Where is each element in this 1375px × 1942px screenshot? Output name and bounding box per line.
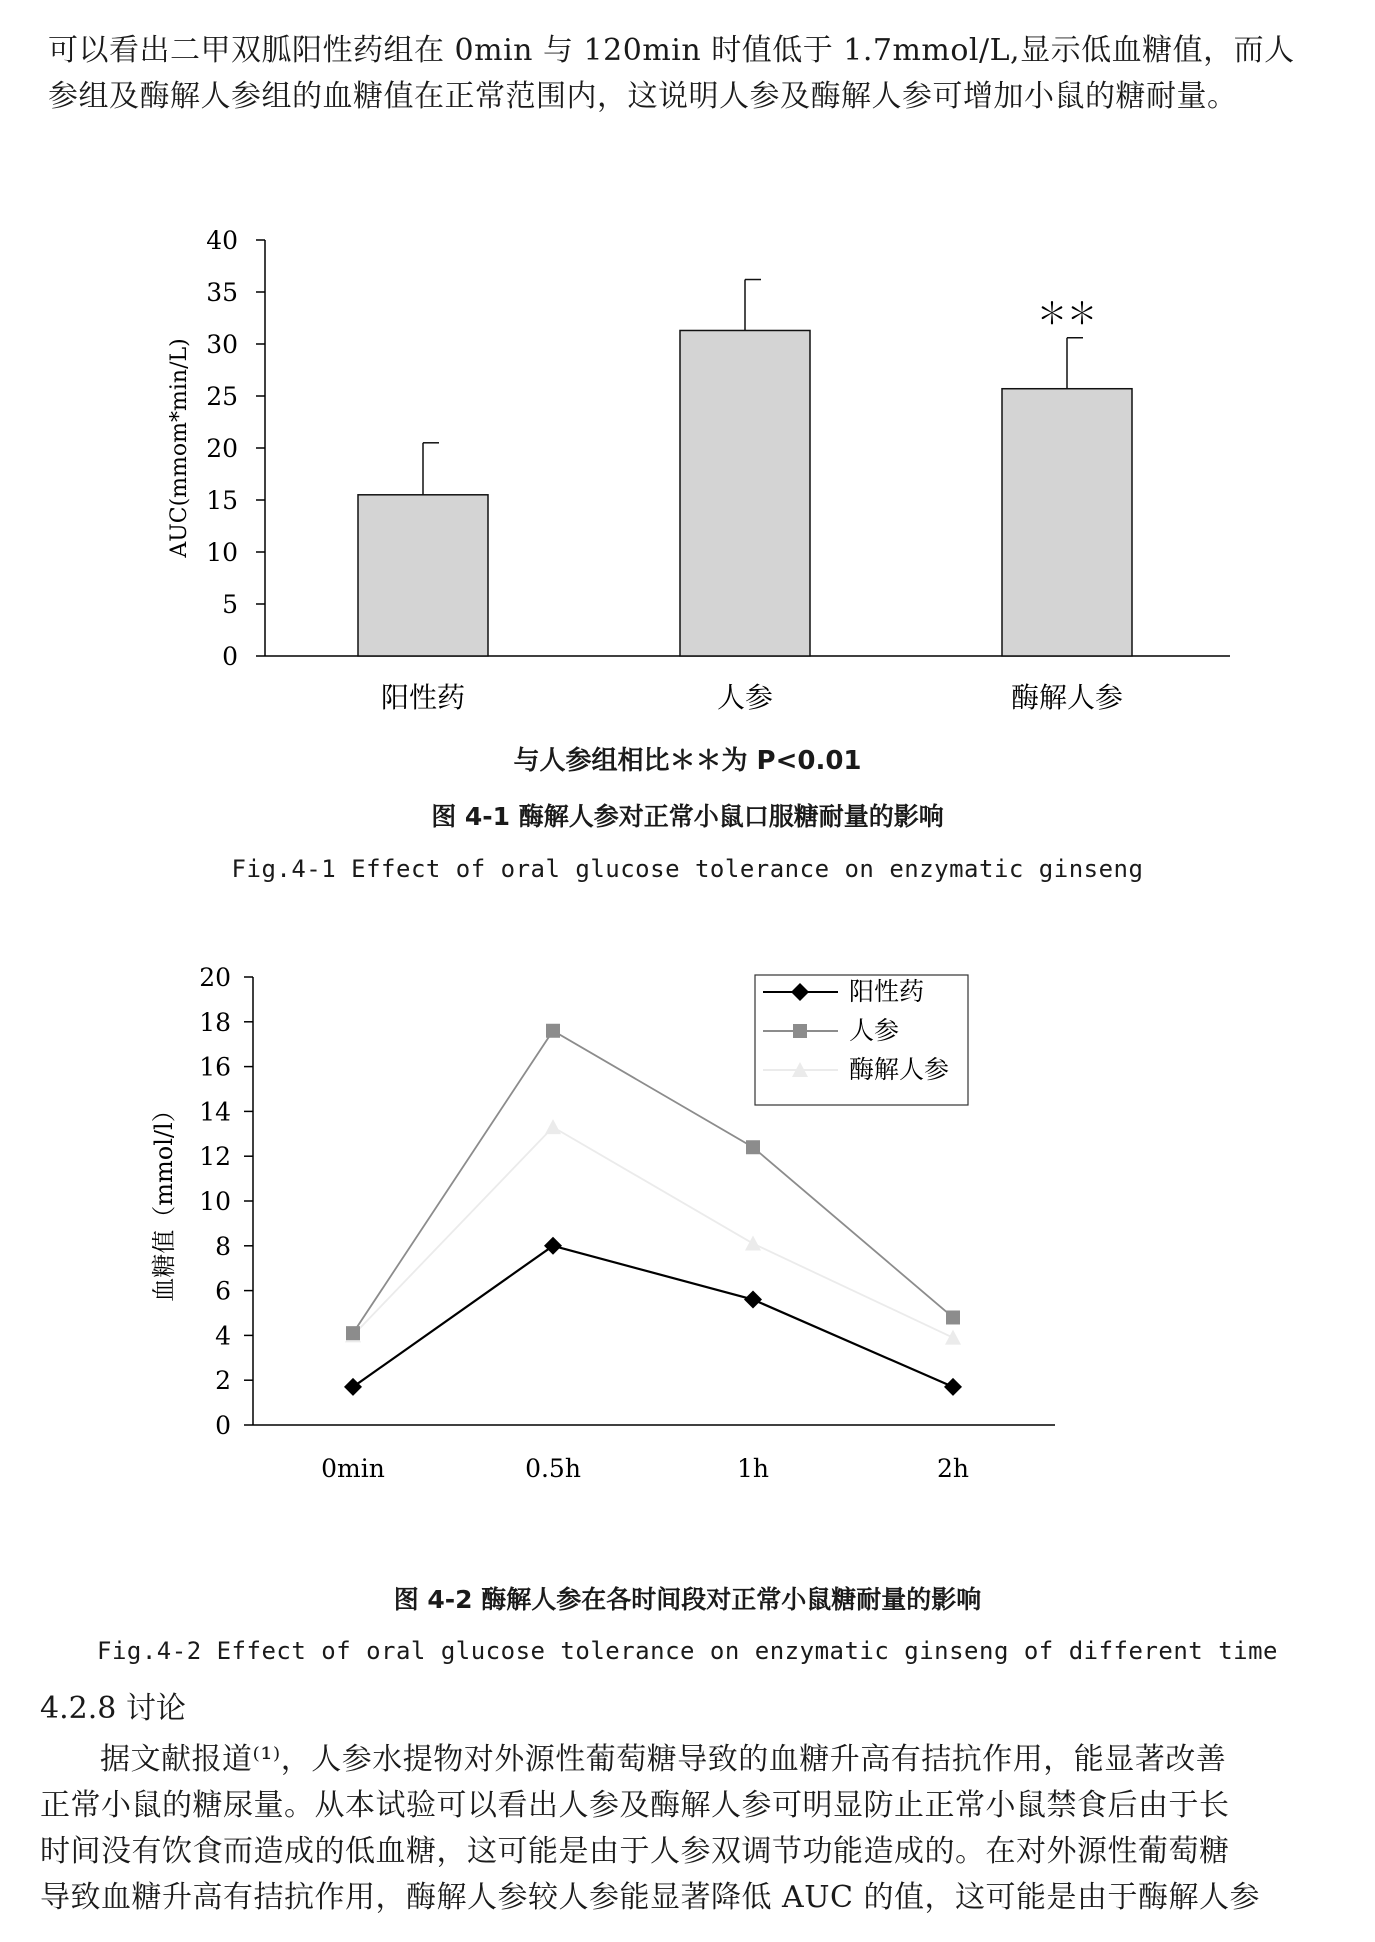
y-tick-label: 40: [206, 226, 238, 255]
y-tick-label: 0: [215, 1411, 231, 1440]
figure2-caption-en: Fig.4-2 Effect of oral glucose tolerance on enzymatic ginseng of different time: [97, 1637, 1278, 1665]
section-paragraph: [40, 1737, 1340, 1921]
y-tick-label: 18: [199, 1007, 231, 1037]
legend-marker: [793, 1024, 807, 1038]
x-tick-label: 0min: [321, 1454, 385, 1483]
section-line-1: 据文献报道⁽¹⁾，人参水提物对外源性葡萄糖导致的血糖升高有拮抗作用，能显著改善: [100, 1742, 1227, 1777]
section-line-3: 时间没有饮食而造成的低血糖，这可能是由于人参双调节功能造成的。在对外源性葡萄糖: [40, 1834, 1230, 1869]
y-tick-label: 4: [215, 1321, 231, 1351]
data-point: [744, 1291, 762, 1309]
series-1: [344, 1237, 962, 1396]
legend-label: 人参: [849, 1016, 900, 1045]
y-tick-label: 12: [199, 1142, 231, 1172]
y-tick-label: 6: [215, 1276, 231, 1306]
intro-line-2: 参组及酶解人参组的血糖值在正常范围内，这说明人参及酶解人参可增加小鼠的糖耐量。: [48, 79, 1238, 114]
data-point: [344, 1378, 362, 1396]
y-tick-label: 15: [206, 486, 238, 515]
y-tick-label: 10: [199, 1187, 231, 1216]
y-axis-label: 血糖值（mmol/l）: [150, 1098, 178, 1302]
data-point: [746, 1140, 760, 1154]
series-line: [353, 1246, 953, 1387]
data-point: [745, 1236, 761, 1251]
y-tick-label: 35: [206, 278, 238, 307]
y-tick-label: 20: [206, 434, 238, 463]
data-point: [346, 1326, 360, 1340]
legend: [755, 975, 968, 1105]
data-point: [545, 1119, 561, 1134]
legend-label: 酶解人参: [849, 1055, 950, 1084]
y-tick-label: 10: [206, 538, 238, 567]
data-point: [946, 1310, 960, 1324]
data-point: [944, 1378, 962, 1396]
x-tick-label: 阳性药: [380, 681, 466, 714]
y-tick-label: 30: [206, 330, 238, 359]
section-heading: 4.2.8 讨论: [40, 1691, 186, 1726]
significance-label: ＊＊: [1037, 296, 1097, 332]
y-axis-label: AUC(mmom*min/L): [167, 338, 192, 558]
y-tick-label: 2: [215, 1366, 231, 1396]
intro-line-1: 可以看出二甲双胍阳性药组在 0min 与 120min 时值低于 1.7mmol/L,显示低血糖值，而人: [48, 33, 1295, 68]
y-tick-label: 8: [215, 1231, 231, 1261]
legend-label: 阳性药: [849, 977, 925, 1006]
figure1-caption-en: Fig.4-1 Effect of oral glucose tolerance on enzymatic ginseng: [231, 855, 1144, 883]
y-tick-label: 5: [222, 590, 238, 619]
series-line: [353, 1127, 953, 1338]
data-point: [945, 1330, 961, 1345]
series-3: [345, 1119, 961, 1345]
data-point: [544, 1237, 562, 1255]
figure2-caption-cn: 图 4-2 酶解人参在各时间段对正常小鼠糖耐量的影响: [393, 1585, 982, 1614]
section-line-2: 正常小鼠的糖尿量。从本试验可以看出人参及酶解人参可明显防止正常小鼠禁食后由于长: [40, 1788, 1230, 1823]
y-tick-label: 14: [199, 1097, 231, 1127]
x-tick-label: 2h: [936, 1454, 970, 1483]
y-tick-label: 16: [199, 1052, 231, 1082]
x-tick-label: 1h: [736, 1454, 770, 1483]
data-point: [546, 1024, 560, 1038]
x-tick-label: 酶解人参: [1010, 681, 1124, 714]
x-tick-label: 人参: [716, 681, 774, 714]
section-line-4: 导致血糖升高有拮抗作用，酶解人参较人参能显著降低 AUC 的值，这可能是由于酶解人参: [40, 1880, 1260, 1915]
y-tick-label: 0: [222, 642, 238, 671]
figure1-note: 与人参组相比＊＊为 P<0.01: [513, 746, 862, 776]
x-tick-label: 0.5h: [525, 1454, 581, 1483]
figure1-caption-cn: 图 4-1 酶解人参对正常小鼠口服糖耐量的影响: [431, 802, 944, 831]
y-tick-label: 25: [206, 382, 238, 411]
y-tick-label: 20: [199, 963, 231, 992]
